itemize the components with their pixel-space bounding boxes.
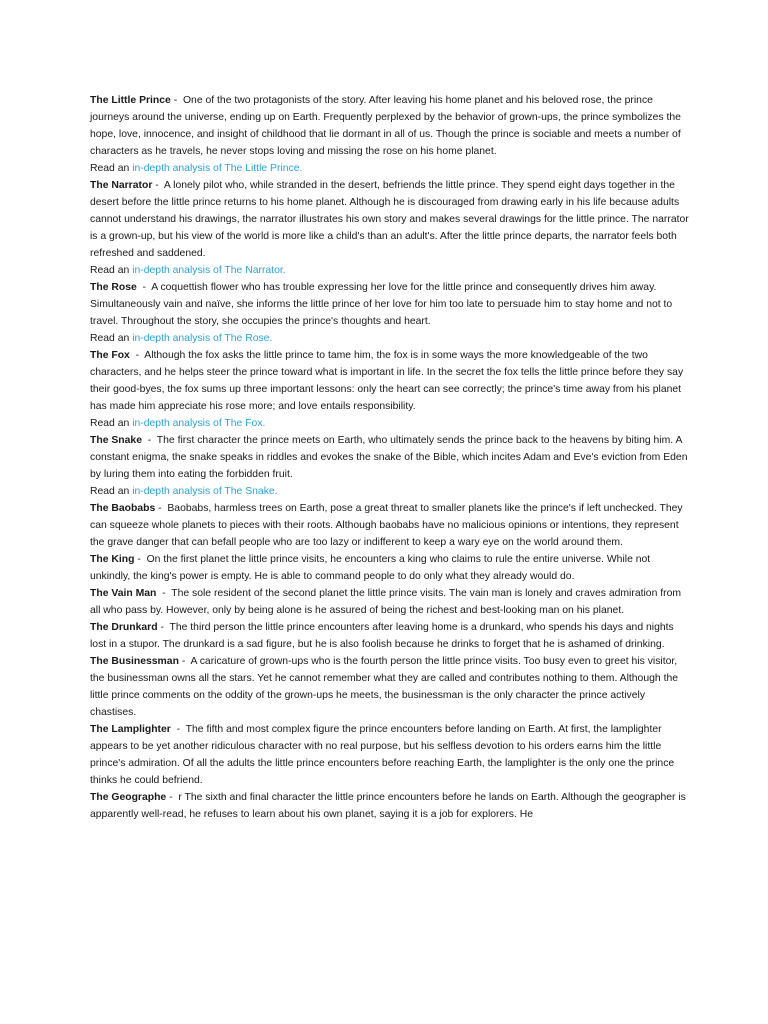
character-name: The Snake: [90, 435, 142, 446]
character-description: The sole resident of the second planet the little prince visits. The vain man is lonely and craves admiration from all who pass by. However, only by being alone is he assured of being the richest and best-looking man on his planet.: [90, 588, 682, 616]
read-prefix: Read an: [90, 418, 130, 429]
read-prefix: Read an: [90, 333, 130, 344]
character-name: The Geographe: [90, 792, 167, 803]
character-description: r The sixth and final character the little prince encounters before he lands on Earth. Although the geographer is apparently well-read, he refuses to learn about his own planet, saying it is a job for explorers. He: [90, 792, 686, 820]
analysis-link[interactable]: in-depth analysis of The Narrator.: [132, 265, 286, 276]
character-entry: [90, 551, 690, 585]
character-name: The Rose: [90, 282, 137, 293]
character-name: The Lamplighter: [90, 724, 171, 735]
character-entry: [90, 619, 690, 653]
separator: -: [170, 95, 181, 106]
character-name: The Businessman: [90, 656, 179, 667]
read-analysis-line: [90, 415, 690, 432]
character-name: The Little Prince: [90, 95, 171, 106]
read-analysis-line: [90, 262, 690, 279]
separator: -: [155, 503, 165, 514]
read-prefix: Read an: [90, 163, 130, 174]
character-name: The Baobabs: [90, 503, 156, 514]
character-description: Baobabs, harmless trees on Earth, pose a great threat to smaller planets like the prince's if left unchecked. They can squeeze whole planets to pieces with their roots. Although baobabs have no malicious opinions or intentions, they represent the grave danger that can befall people who are too lazy or indifferent to keep a wary eye on the world around them.: [90, 503, 683, 548]
character-entry: [90, 653, 690, 721]
analysis-link[interactable]: in-depth analysis of The Rose.: [132, 333, 273, 344]
separator: -: [170, 724, 183, 735]
character-description: The third person the little prince encounters after leaving home is a drunkard, who spends his days and nights lost in a stupor. The drunkard is a sad figure, but he is also foolish because he drinks to forget that he is ashamed of drinking.: [90, 622, 674, 650]
separator: -: [178, 656, 189, 667]
character-name: The Drunkard: [90, 622, 158, 633]
character-entry: [90, 177, 690, 262]
separator: -: [136, 282, 149, 293]
analysis-link[interactable]: in-depth analysis of The Fox.: [132, 418, 266, 429]
document-page: [90, 92, 690, 823]
character-description: A coquettish flower who has trouble expressing her love for the little prince and consequently drives him away. Simultaneously vain and naïve, she informs the little prince of her love for him too late to persuade him to stay home and not to travel. Throughout the story, she occupies the prince's thoughts and heart.: [90, 282, 673, 327]
separator: -: [152, 180, 162, 191]
character-entry: [90, 789, 690, 823]
character-name: The Narrator: [90, 180, 153, 191]
read-prefix: Read an: [90, 265, 130, 276]
read-analysis-line: [90, 330, 690, 347]
character-description: Although the fox asks the little prince to tame him, the fox is in some ways the more knowledgeable of the two characters, and he helps steer the prince toward what is important in life. In the secret the fox tells the little prince before they say their good-byes, the fox sums up three important lessons: only the heart can see correctly; the prince's time away from his planet has made him appreciate his rose more; and love entails responsibility.: [90, 350, 684, 412]
character-description: One of the two protagonists of the story. After leaving his home planet and his beloved rose, the prince journeys around the universe, ending up on Earth. Frequently perplexed by the behavior of grown-ups, the prince symbolizes the hope, love, innocence, and insight of childhood that lie dormant in all of us. Though the prince is sociable and meets a number of characters as he travels, he never stops loving and missing the rose on his home planet.: [90, 95, 681, 157]
character-description: The fifth and most complex figure the prince encounters before landing on Earth. At first, the lamplighter appears to be yet another ridiculous character with no real purpose, but his selfless devotion to his orders earns him the little prince's admiration. Of all the adults the little prince encounters before reaching Earth, the lamplighter is the only one the prince thinks he could befriend.: [90, 724, 675, 786]
character-entry: [90, 432, 690, 483]
character-description: A caricature of grown-ups who is the fourth person the little prince visits. Too busy even to greet his visitor, the businessman owns all the stars. Yet he cannot remember what they are called and contributes nothing to them. Although the little prince comments on the oddity of the grown-ups he meets, the businessman is the only character the prince actively chastises.: [90, 656, 679, 718]
character-description: On the first planet the little prince visits, he encounters a king who claims to rule the entire universe. While not unkindly, the king's power is empty. He is able to command people to do only what they already would do.: [90, 554, 651, 582]
analysis-link[interactable]: in-depth analysis of The Little Prince.: [132, 163, 303, 174]
character-entry: [90, 347, 690, 415]
separator: -: [156, 588, 169, 599]
character-entry: [90, 279, 690, 330]
character-name: The Fox: [90, 350, 130, 361]
read-analysis-line: [90, 483, 690, 500]
character-name: The King: [90, 554, 135, 565]
character-name: The Vain Man: [90, 588, 157, 599]
separator: -: [157, 622, 167, 633]
character-description: The first character the prince meets on Earth, who ultimately sends the prince back to the heavens by biting him. A constant enigma, the snake speaks in riddles and evokes the snake of the Bible, which incites Adam and Eve's eviction from Eden by luring them into eating the forbidden fruit.: [90, 435, 688, 480]
character-entry: [90, 721, 690, 789]
character-entry: [90, 92, 690, 160]
analysis-link[interactable]: in-depth analysis of The Snake.: [132, 486, 278, 497]
separator: -: [134, 554, 144, 565]
character-description: A lonely pilot who, while stranded in the desert, befriends the little prince. They spend eight days together in the desert before the little prince returns to his home planet. Although he is discouraged from drawing early in his life because adults cannot understand his drawings, the narrator illustrates his own story and makes several drawings for the little prince. The narrator is a grown-up, but his view of the world is more like a child's than an adult's. After the little prince departs, the narrator feels both refreshed and saddened.: [90, 180, 689, 259]
separator: -: [166, 792, 176, 803]
character-entry: [90, 500, 690, 551]
read-analysis-line: [90, 160, 690, 177]
character-entry: [90, 585, 690, 619]
separator: -: [129, 350, 142, 361]
read-prefix: Read an: [90, 486, 130, 497]
separator: -: [141, 435, 155, 446]
